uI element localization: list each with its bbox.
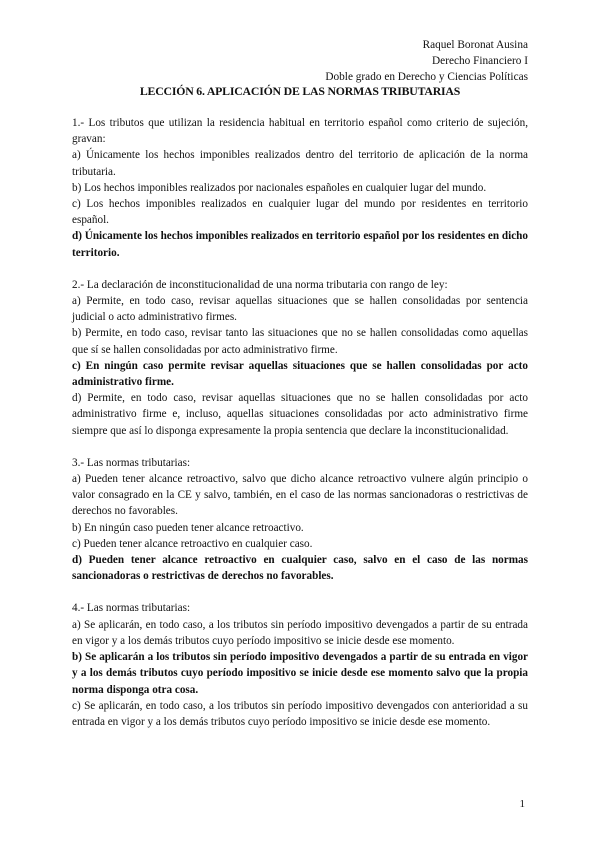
answer-option: b) En ningún caso pueden tener alcance retroactivo.	[72, 521, 304, 534]
question-text: 4.- Las normas tributarias:	[72, 602, 191, 615]
course-name: Derecho Financiero I	[432, 55, 528, 67]
questions-list	[72, 115, 528, 746]
lesson-title: LECCIÓN 6. APLICACIÓN DE LAS NORMAS TRIBUTARIAS	[139, 84, 461, 98]
correct-answer-option: d) Únicamente los hechos imponibles realizados en territorio español por los residentes en dicho territorio.	[72, 230, 528, 259]
correct-answer-option: b) Se aplicarán a los tributos sin período impositivo devengados a partir de su entrada en vigor y a los demás tributos cuyo período impositivo se inicie desde ese momento salvo que la propia norma disponga otra cosa.	[72, 651, 528, 696]
answer-option: c) Los hechos imponibles realizados en cualquier lugar del mundo por residentes en territorio español.	[72, 198, 528, 227]
answer-option: a) Permite, en todo caso, revisar aquellas situaciones que se hallen consolidadas por sentencia judicial o acto administrativo firmes.	[72, 295, 528, 324]
answer-option: b) Los hechos imponibles realizados por nacionales españoles en cualquier lugar del mundo.	[72, 181, 487, 194]
author-name: Raquel Boronat Ausina	[422, 39, 528, 51]
degree-name: Doble grado en Derecho y Ciencias Políticas	[325, 71, 528, 83]
correct-answer-option: c) En ningún caso permite revisar aquellas situaciones que se hallen consolidadas por acto administrativo firme.	[72, 359, 528, 389]
answer-option: c) Pueden tener alcance retroactivo en cualquier caso.	[72, 537, 313, 550]
question-block	[72, 115, 528, 261]
question-block	[72, 277, 528, 439]
correct-answer-option: d) Pueden tener alcance retroactivo en cualquier caso, salvo en el caso de las normas sancionadoras o restrictivas de derechos no favorables.	[72, 554, 528, 583]
answer-option: d) Permite, en todo caso, revisar aquellas situaciones que no se hallen consolidadas por acto administrativo firme e, incluso, aquellas situaciones consolidadas por acto administrativo firme siempre que así lo disponga expresamente la propia sentencia que declare la inconstitucionalidad.	[72, 392, 528, 437]
answer-option: a) Únicamente los hechos imponibles realizados dentro del territorio de aplicación de la norma tributaria.	[72, 149, 528, 178]
answer-option: b) Permite, en todo caso, revisar tanto las situaciones que no se hallen consolidadas como aquellas que sí se hallen consolidadas por acto administrativo firme.	[72, 327, 528, 356]
document-header	[325, 37, 528, 85]
question-block	[72, 600, 528, 730]
answer-option: c) Se aplicarán, en todo caso, a los tributos sin período impositivo devengados con anterioridad a su entrada en vigor y a los demás tributos cuyo período impositivo se inicie desde ese momento.	[72, 699, 528, 728]
question-text: 1.- Los tributos que utilizan la residencia habitual en territorio español como criterio de sujeción, gravan:	[72, 117, 528, 146]
question-text: 3.- Las normas tributarias:	[72, 456, 191, 469]
question-text: 2.- La declaración de inconstitucionalidad de una norma tributaria con rango de ley:	[72, 278, 448, 291]
question-block	[72, 455, 528, 585]
answer-option: a) Se aplicarán, en todo caso, a los tributos sin período impositivo devengados a partir de su entrada en vigor y a los demás tributos cuyo período impositivo se inicie desde ese momento.	[72, 618, 528, 647]
answer-option: a) Pueden tener alcance retroactivo, salvo que dicho alcance retroactivo vulnere algún principio o valor consagrado en la CE y salvo, también, en el caso de las normas sancionadoras o restrictivas de derechos no favorables.	[72, 473, 528, 518]
page-number: 1	[519, 798, 525, 810]
